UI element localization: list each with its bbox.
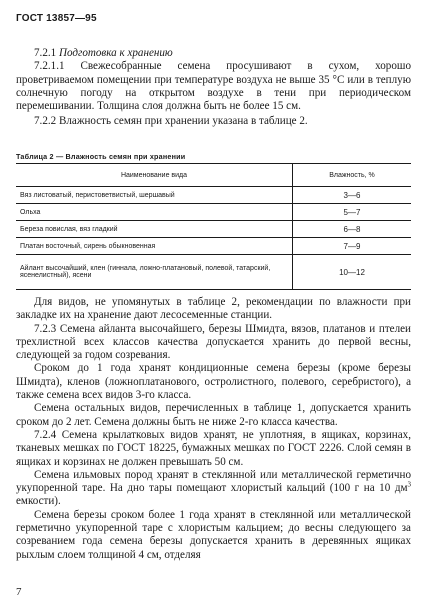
humidity-cell: 3—6 [293,187,412,204]
humidity-cell: 6—8 [293,221,412,238]
table-row [16,255,411,290]
species-cell: Ольха [16,204,293,221]
section-7-2 [16,47,411,129]
elm-text-a: Семена ильмовых пород хранят в стеклянной или металлической герметично укупоренной таре. На дно тары помещают хлористый кальций (100 г на 10 дм [16,468,411,495]
superscript-3: 3 [407,480,411,489]
table-row [16,221,411,238]
table-caption: Таблица 2 — Влажность семян при хранении [16,152,186,161]
species-cell: Платан восточный, сирень обыкновенная [16,238,293,255]
paragraph-birch-storage: Семена березы сроком более 1 года хранят в стеклянной или металлической герметично укупоренной таре с хлористым кальцием; до весны следующего за созреванием года семена березы допускается хранить в деревянных ящиках рыхлым слоем толщиной 4 см, отделяя [16,508,411,561]
paragraph-elm-storage [16,469,411,509]
paragraph-two-year-storage: Семена остальных видов, перечисленных в таблице 1, допускается хранить сроком до 2 лет. Семена должны быть не ниже 2-го класса качества. [16,402,411,428]
paragraph-7-2-4: 7.2.4 Семена крылатковых видов хранят, не уплотняя, в ящиках, корзинах, тканевых мешках по ГОСТ 18225, бумажных мешках по ГОСТ 2226. Слой семян в ящиках и корзинах не должен превышать 50 см. [16,428,411,468]
species-cell: Береза повислая, вяз гладкий [16,221,293,238]
table-row [16,238,411,255]
section-7-2-continued [16,296,411,562]
paragraph-7-2-3: 7.2.3 Семена айланта высочайшего, березы Шмидта, вязов, платанов и птелеи трехлистной всех классов качества допускается хранить до первой весны, следующей за годом созревания. [16,322,411,362]
paragraph-unlisted-species: Для видов, не упомянутых в таблице 2, рекомендации по влажности при закладке их на хранение дают лесосеменные станции. [16,296,411,322]
paragraph-7-2-1-title [16,47,411,60]
species-cell: Вяз листоватый, перистоветвистый, шершавый [16,187,293,204]
elm-text-b: емкости). [16,495,61,508]
paragraph-7-2-1-1: 7.2.1.1 Свежесобранные семена просушивают в сухом, хорошо проветриваемом помещении при температуре воздуха не выше 35 °С или в теплую солнечную погоду на открытом воздухе в тени при периодическом перемешивании. Толщина слоя должна быть не более 15 см. [16,60,411,113]
paragraph-one-year-storage: Сроком до 1 года хранят кондиционные семена березы (кроме березы Шмидта), кленов (ложноплатанового, остролистного, полевого, серебристого), а также семена всех видов 3-го класса. [16,362,411,402]
humidity-table [16,163,411,290]
section-number: 7.2.1 [34,47,57,59]
column-header-name: Наименование вида [16,164,293,187]
table-row [16,204,411,221]
column-header-value: Влажность, % [293,164,412,187]
humidity-cell: 5—7 [293,204,412,221]
humidity-cell: 7—9 [293,238,412,255]
document-header: ГОСТ 13857—95 [16,13,97,24]
table-row [16,187,411,204]
page-number: 7 [16,586,22,598]
table-header-row [16,164,411,187]
paragraph-7-2-2: 7.2.2 Влажность семян при хранении указана в таблице 2. [34,115,308,128]
species-cell: Айлант высочайший, клен (гиннала, ложно-платановый, полевой, татарский, ясенелистный), ясени [16,255,293,290]
section-title: Подготовка к хранению [58,47,173,59]
humidity-cell: 10—12 [293,255,412,290]
